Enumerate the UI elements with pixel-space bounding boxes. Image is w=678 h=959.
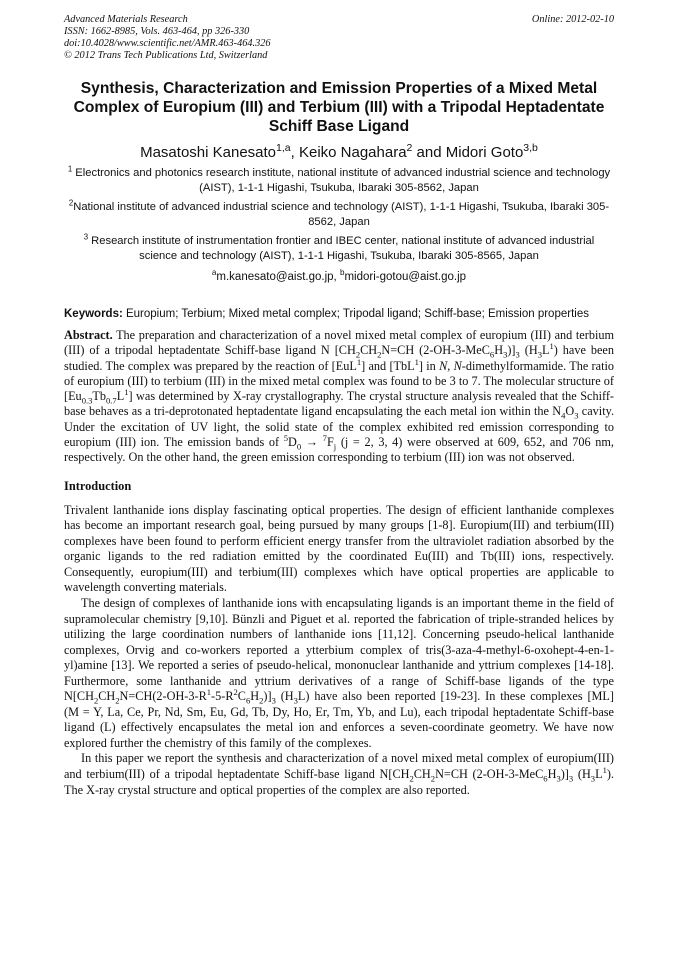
title-line: Synthesis, Characterization and Emission Properties of a Mixed Metal [80,80,598,97]
author-name: Keiko Nagahara [298,144,407,161]
keywords-label: Keywords: [64,308,123,320]
journal-copyright: © 2012 Trans Tech Publications Ltd, Switzerland [64,50,268,61]
affil-text: National institute of advanced industrial science and technology (AIST), 1-1-1 Higashi, Tsukuba, Ibaraki 305-8562, Japan [73,201,610,228]
author-emails [64,268,614,283]
author-name: Masatoshi Kanesato [140,144,277,161]
paragraph: The design of complexes of lanthanide ions with encapsulating ligands is an important theme in the field of supramolecular chemistry [9,10]. Bünzli and Piguet et al. reported the fabrication of triple-stranded helices by utilizing the large coordination numbers of lanthanide ions [11,12]. Concerning pseudo-helical lanthanide complexes, Orvig and co-workers reported a ytterbium complex of tris(3-aza-4-methyl-6-oxohept-4-en-1-yl)amine [13]. We reported a series of pseudo-helical, mononuclear lanthanide and yttrium complexes [14-18]. Furthermore, some lanthanide and yttrium derivatives of a range of Schiff-base ligands of the type $N[CH_2CH_2N=CH(2-OH-3-R^1-5-R^2C_6H_2)]_3$ $(H_3L)$ have also been reported [19-23]. In these complexes [ML] (M = Y, La, Ce, Pr, Nd, Sm, Eu, Gd, Tb, Dy, Ho, Er, Tm, Yb, and Lu), each tripodal heptadentate Schiff-base ligand (L) effectively encapsulates the metal ion and enforces a seven-coordinate geometry. We have now explored further the chemistry of this family of the complexes. [64,595,614,750]
affil-sup: 2 [68,198,74,208]
email-link[interactable]: midori-gotou@aist.go.jp [344,271,467,283]
keywords-text: Europium; Terbium; Mixed metal complex; Tripodal ligand; Schiff-base; Emission properties [122,308,589,320]
email-sup: b [339,268,345,278]
journal-name: Advanced Materials Research [64,14,188,25]
paragraph: Trivalent lanthanide ions display fascinating optical properties. The design of efficient lanthanide complexes has become an important research goal, being pursued by many groups [1-8]. Europium(III) and terbium(III) complexes have been found to perform efficient energy transfer from the ultraviolet radiation absorbed by the organic ligands to the red radiation emitted by the coordinated Eu(III) and Tb(III) ions, respectively. Consequently, europium(III) and terbium(III) complexes which have optical properties are applicable to wavelength converting materials. [64,502,614,595]
journal-doi: doi:10.4028/www.scientific.net/AMR.463-464.326 [64,38,271,49]
author-affil-sup: 1,a [276,142,291,154]
title-line: Schiff Base Ligand [268,118,410,135]
author-affil-sup: 3,b [523,142,538,154]
affil-sup: 1 [67,164,73,174]
paper-title [64,79,614,136]
email-link[interactable]: m.kanesato@aist.go.jp, [216,271,340,283]
abstract-label: Abstract. [64,328,113,342]
author-sep: , [290,144,299,161]
author-name: Midori Goto [445,144,524,161]
affiliation-2 [64,200,614,229]
abstract: Abstract. The preparation and characterization of a novel mixed metal complex of europium (III) and terbium (III) of a tripodal heptadentate Schiff-base ligand N [$CH_2CH_2N=CH$ $(2-OH-3-MeC_6H_3)]_3$ $(H_3L^1)$ have been studied. The complex was prepared by the reaction of [EuL$^1$] and [TbL$^1$] in N, N-dimethylformamide. The ratio of europium (III) to terbium (III) in the mixed metal complex was found to be 3 to 7. The molecular structure of $[Eu_{0.3}Tb_{0.7}L^1]$ was determined by X-ray crystallography. The crystal structure analysis revealed that the Schiff-base behaves as a tri-deprotonated heptadentate ligand encapsulating the each metal ion within the $N_4O_3$ cavity. Under the excitation of UV light, the solid state of the complex exhibited red emission corresponding to europium (III) ion. The emission bands of $^5D_0 \to ^7F_j$ (j = 2, 3, 4) were observed at 609, 652, and 706 nm, respectively. On the other hand, the green emission corresponding to terbium (III) ion was not observed. [64,328,615,465]
author-affil-sup: 2 [406,142,413,154]
keywords [64,307,614,322]
section-heading-introduction: Introduction [64,478,132,493]
author-list [64,144,614,161]
affiliation-3 [64,234,614,263]
journal-header [64,14,614,62]
author-sep: and [412,144,446,161]
title-line: Complex of Europium (III) and Terbium (III) with a Tripodal Heptadentate [73,99,605,116]
journal-issn: ISSN: 1662-8985, Vols. 463-464, pp 326-330 [64,26,250,37]
online-date: Online: 2012-02-10 [531,14,614,25]
introduction-body [64,503,614,798]
affil-text: Research institute of instrumentation frontier and IBEC center, national institute of advanced industrial science and technology (AIST), 1-1-1 Higashi, Tsukuba, Ibaraki 305-8565, Japan [88,235,595,262]
paragraph: In this paper we report the synthesis and characterization of a novel mixed metal complex of europium(III) and terbium(III) of a tripodal heptadentate Schiff-base ligand $N[CH_2CH_2N=CH$ $(2-OH-3-MeC_6H_3)]_3$ $(H_3L^1)$. The X-ray crystal structure and optical properties of the complex are also reported. [64,751,614,797]
affil-text: Electronics and photonics research institute, national institute of advanced industrial science and technology (AIST), 1-1-1 Higashi, Tsukuba, Ibaraki 305-8562, Japan [72,167,611,194]
affiliation-1 [64,166,614,195]
affil-sup: 3 [83,232,89,242]
email-sup: a [211,268,217,278]
